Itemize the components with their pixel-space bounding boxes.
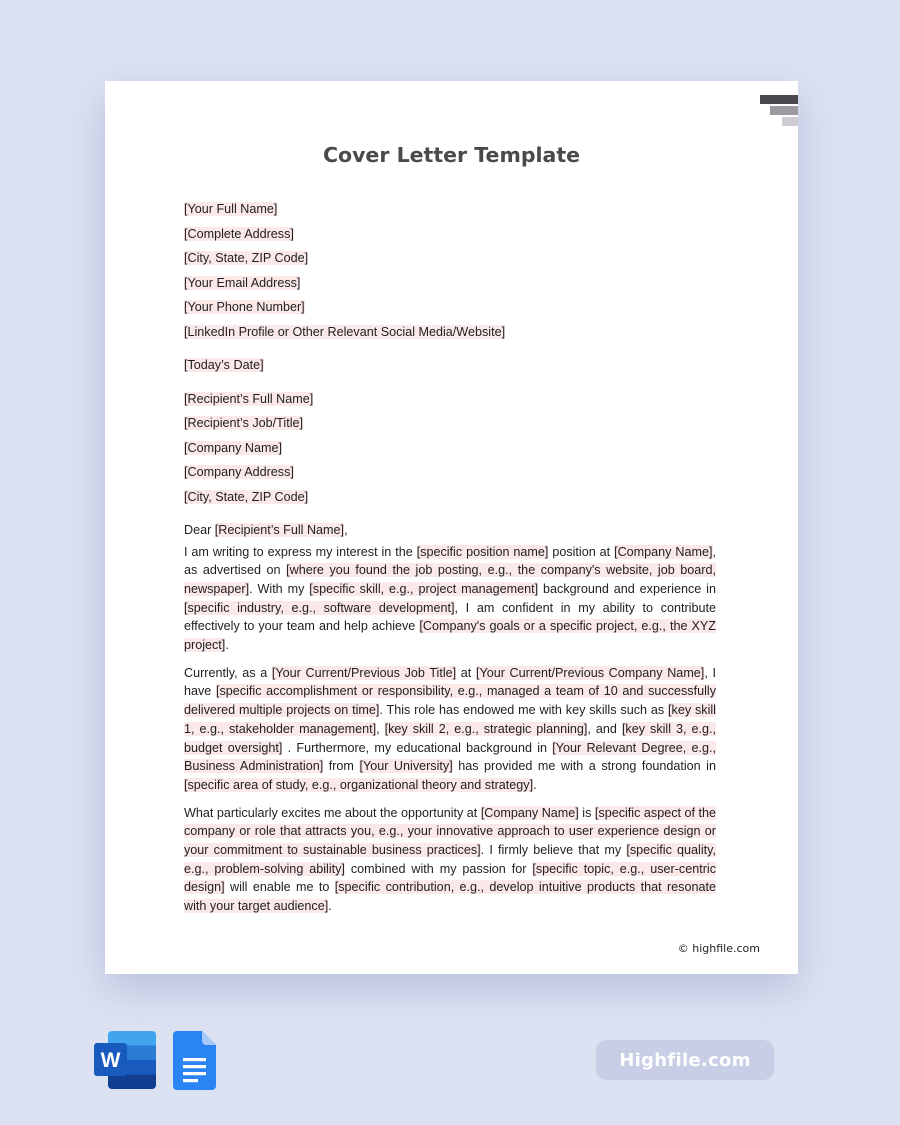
word-letter: W <box>100 1049 121 1072</box>
placeholder-text: [where you found the job posting, e.g., the company's website, job board, newspaper] <box>184 563 716 596</box>
placeholder-text: [Your Current/Previous Job Title] <box>271 665 457 680</box>
placeholder-text: [Company's goals or a specific project, e.g., the XYZ project] <box>184 619 716 653</box>
sender-line: [LinkedIn Profile or Other Relevant Social Media/Website] <box>184 324 506 339</box>
recipient-line: [Company Name] <box>184 440 282 455</box>
paragraph-1: I am writing to express my interest in the [specific position name] position at [Company Name], as advertised on [where you found the job posting, e.g., the company's website, job board, newspaper]. With my [specific skill, e.g., project management] background and experience in [specific industry, e.g., software development], I am confident in my ability to contribute effectively to your team and help achieve [Company's goals or a specific project, e.g., the XYZ project]. <box>184 544 716 653</box>
document-page <box>105 81 798 974</box>
placeholder-text: [specific skill, e.g., project management] <box>309 581 539 596</box>
sender-line: [Your Phone Number] <box>184 300 305 314</box>
recipient-line: [City, State, ZIP Code] <box>184 489 309 504</box>
date-line: [Today’s Date] <box>184 358 264 372</box>
placeholder-text: [Company Name] <box>614 544 713 559</box>
placeholder-text: [key skill 2, e.g., strategic planning] <box>384 721 588 736</box>
placeholder-text: [specific accomplishment or responsibility, e.g., managed a team of 10 and successfully delivered multiple projects on time] <box>184 684 716 718</box>
salutation: Dear [Recipient’s Full Name], <box>184 523 348 537</box>
placeholder-text: [specific industry, e.g., software development] <box>184 600 455 615</box>
placeholder-text: [specific aspect of the company or role that attracts you, e.g., your innovative approach to user experience design or your commitment to sustainable business practices] <box>184 805 717 858</box>
paragraph-2: Currently, as a [Your Current/Previous Job Title] at [Your Current/Previous Company Name], I have [specific accomplishment or responsibility, e.g., managed a team of 10 and successfully delivered multiple projects on time]. This role has endowed me with key skills such as [key skill 1, e.g., stakeholder management], [key skill 2, e.g., strategic planning], and [key skill 3, e.g., budget oversight] . Furthermore, my educational background in [Your Relevant Degree, e.g., Business Administration] from [Your University] has provided me with a strong foundation in [specific area of study, e.g., organizational theory and strategy]. <box>184 665 717 792</box>
highfile-badge[interactable]: Highfile.com <box>594 1038 776 1082</box>
placeholder-text: [Your Current/Previous Company Name] <box>475 665 705 680</box>
placeholder-text: [specific quality, e.g., problem-solving ability] <box>184 843 716 876</box>
microsoft-word-icon[interactable] <box>94 1031 157 1094</box>
corner-decoration <box>760 95 798 104</box>
copyright-footer: © highfile.com <box>677 942 760 955</box>
corner-decoration <box>782 117 798 126</box>
placeholder-text: [specific position name] <box>416 544 549 559</box>
paragraph-3: What particularly excites me about the opportunity at [Company Name] is [specific aspect of the company or role that attracts you, e.g., your innovative approach to user experience design or your commitment to sustainable business practices]. I firmly believe that my [specific quality, e.g., problem-solving ability] combined with my passion for [specific topic, e.g., user-centric design] will enable me to [specific contribution, e.g., develop intuitive products that resonate with your target audience]. <box>184 805 717 914</box>
sender-line: [City, State, ZIP Code] <box>184 251 309 265</box>
document-title: Cover Letter Template <box>322 143 581 167</box>
corner-decoration <box>770 106 798 115</box>
placeholder-text: [key skill 1, e.g., stakeholder management] <box>184 703 716 736</box>
recipient-line: [Recipient’s Job/Title] <box>184 416 303 430</box>
sender-line: [Your Email Address] <box>184 275 301 290</box>
placeholder-text: [Company Name] <box>480 805 579 820</box>
recipient-line: [Company Address] <box>184 465 294 479</box>
placeholder-text: [key skill 3, e.g., budget oversight] <box>184 721 717 755</box>
letter-body <box>184 197 716 925</box>
salutation-name: [Recipient’s Full Name] <box>214 523 345 537</box>
placeholder-text: [specific topic, e.g., user-centric design] <box>184 861 717 895</box>
placeholder-text: [Your University] <box>359 759 453 774</box>
placeholder-text: [specific contribution, e.g., develop intuitive products that resonate with your target audience] <box>184 880 716 914</box>
sender-block <box>184 197 716 344</box>
recipient-block <box>184 387 716 510</box>
sender-line: [Complete Address] <box>184 226 294 241</box>
placeholder-text: [Your Relevant Degree, e.g., Business Administration] <box>184 740 716 774</box>
google-docs-icon[interactable] <box>173 1031 216 1095</box>
recipient-line: [Recipient’s Full Name] <box>184 391 314 406</box>
sender-line: [Your Full Name] <box>184 202 278 216</box>
placeholder-text: [specific area of study, e.g., organizational theory and strategy] <box>184 777 534 792</box>
